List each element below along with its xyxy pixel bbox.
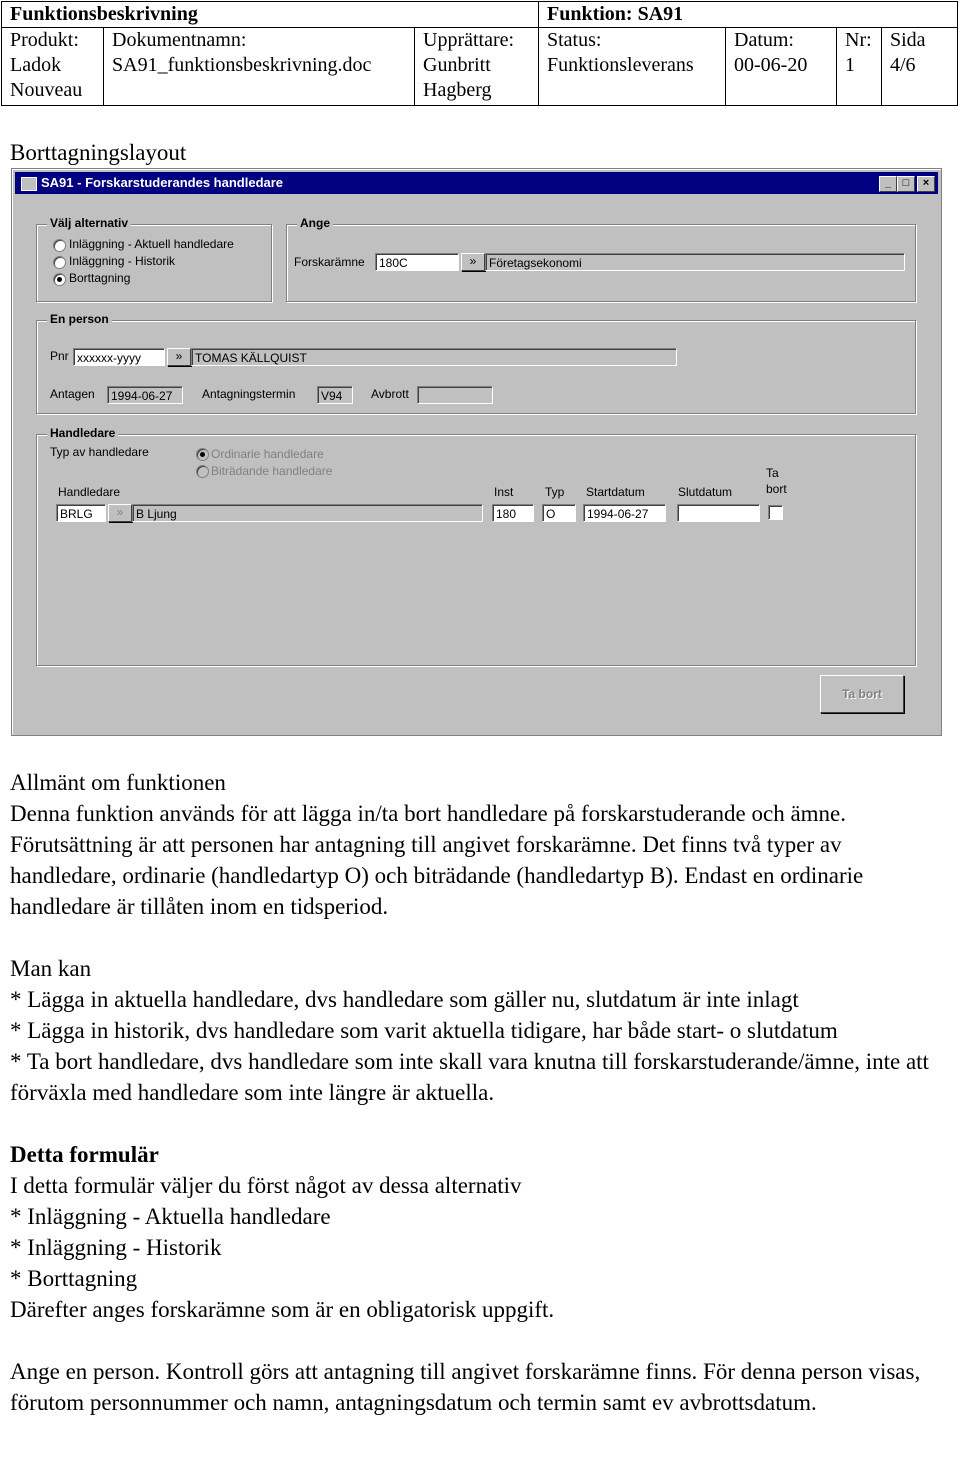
- paragraph-formular: I detta formulär väljer du först något av dessa alternativ: [10, 1173, 522, 1198]
- bullet-historik: * Lägga in historik, dvs handledare som varit aktuella tidigare, har både start- o slutdatum: [10, 1018, 838, 1043]
- header-sida: Sida 4/6: [882, 28, 958, 106]
- en-person-group: [36, 312, 916, 414]
- col-inst-header: Inst: [494, 485, 514, 499]
- forskaramne-code-input[interactable]: 180C: [375, 253, 459, 271]
- radio-label-inlaggning-historik: Inläggning - Historik: [69, 254, 176, 268]
- radio-label-bitradande: Biträdande handledare: [211, 464, 333, 478]
- forskaramne-lookup-button[interactable]: »: [461, 253, 485, 271]
- document-body: [10, 767, 950, 1418]
- paragraph-person: Ange en person. Kontroll görs att antagning till angivet forskarämne finns. För denna person visas, förutom personnummer och namn, antagningsdatum och termin samt ev avbrottsdatum.: [10, 1359, 921, 1415]
- header-left-title: Funktionsbeskrivning: [2, 2, 539, 28]
- paragraph-forskaramne: Därefter anges forskarämne som är en obligatorisk uppgift.: [10, 1297, 555, 1322]
- en-person-legend: En person: [47, 312, 112, 326]
- paragraph-allmant: Denna funktion används för att lägga in/ta bort handledare på forskarstuderande och ämne. Förutsättning är att personen har antagning till angivet forskarämne. Det finns två typer av handledare, ordinarie (handledartyp O) och biträdande (handledartyp B). Endast en ordinarie handledare är tillåten inom en tidsperiod.: [10, 801, 864, 919]
- handledare-lookup-button[interactable]: »: [108, 504, 132, 522]
- handledare-code-input[interactable]: BRLG: [56, 504, 106, 522]
- header-nr: Nr: 1: [837, 28, 882, 106]
- pnr-label: Pnr: [50, 349, 69, 363]
- bullet-ta-bort: * Ta bort handledare, dvs handledare som inte skall vara knutna till forskarstuderande/ämne, inte att förväxla med handledare som inte längre är aktuella.: [10, 1049, 929, 1105]
- avbrott-label: Avbrott: [371, 387, 409, 401]
- col-tabort-header: Ta bort: [766, 466, 787, 496]
- heading-allmant: Allmänt om funktionen: [10, 770, 226, 795]
- document-header: [1, 1, 958, 106]
- person-name-field: TOMAS KÄLLQUIST: [191, 348, 677, 366]
- col-typ-header: Typ: [545, 485, 565, 499]
- radio-inlaggning-aktuell[interactable]: [53, 239, 66, 252]
- header-dokumentnamn: Dokumentnamn: SA91_funktionsbeskrivning.doc: [104, 28, 415, 106]
- col-slutdatum-header: Slutdatum: [678, 485, 733, 499]
- radio-inlaggning-historik[interactable]: [53, 256, 66, 269]
- col-startdatum-header: Startdatum: [586, 485, 645, 499]
- app-window: [11, 168, 942, 736]
- antagen-field: 1994-06-27: [107, 386, 183, 404]
- antagningstermin-label: Antagningstermin: [202, 387, 296, 401]
- forskaramne-label: Forskarämne: [294, 255, 365, 269]
- slutdatum-input[interactable]: [677, 504, 760, 522]
- startdatum-input[interactable]: 1994-06-27: [583, 504, 666, 522]
- bullet-aktuella: * Lägga in aktuella handledare, dvs handledare som gäller nu, slutdatum är inte inlagt: [10, 987, 799, 1012]
- typ-av-handledare-label: Typ av handledare: [50, 445, 149, 459]
- col-handledare-header: Handledare: [58, 485, 121, 499]
- antagen-label: Antagen: [50, 387, 95, 401]
- avbrott-field: [417, 386, 493, 404]
- man-kan-label: Man kan: [10, 956, 92, 981]
- pnr-input[interactable]: xxxxxx-yyyy: [73, 348, 165, 366]
- handledare-legend: Handledare: [47, 426, 118, 440]
- ta-bort-checkbox[interactable]: [768, 505, 783, 520]
- typ-input[interactable]: O: [542, 504, 576, 522]
- radio-bitradande-handledare[interactable]: [196, 465, 209, 478]
- header-right-title: Funktion: SA91: [539, 2, 958, 28]
- alt-aktuella: * Inläggning - Aktuella handledare: [10, 1204, 331, 1229]
- radio-label-inlaggning-aktuell: Inläggning - Aktuell handledare: [69, 237, 234, 251]
- ange-legend: Ange: [297, 216, 333, 230]
- valj-alternativ-group: [36, 216, 272, 302]
- pnr-lookup-button[interactable]: »: [167, 348, 191, 366]
- window-titlebar: [15, 172, 938, 194]
- forskaramne-name-field: Företagsekonomi: [485, 253, 905, 271]
- handledare-name-field: B Ljung: [132, 504, 483, 522]
- maximize-button[interactable]: □: [897, 176, 915, 192]
- heading-detta-formular: Detta formulär: [10, 1142, 159, 1167]
- radio-label-borttagning: Borttagning: [69, 271, 131, 285]
- alt-historik: * Inläggning - Historik: [10, 1235, 222, 1260]
- ta-bort-button[interactable]: Ta bort: [820, 675, 904, 713]
- alt-borttagning: * Borttagning: [10, 1266, 138, 1291]
- antagningstermin-field: V94: [317, 386, 353, 404]
- header-produkt: Produkt: Ladok Nouveau: [2, 28, 104, 106]
- valj-alternativ-legend: Välj alternativ: [47, 216, 131, 230]
- header-datum: Datum: 00-06-20: [726, 28, 837, 106]
- handledare-group: [36, 426, 916, 666]
- radio-label-ordinarie: Ordinarie handledare: [211, 447, 324, 461]
- radio-ordinarie-handledare[interactable]: [196, 448, 209, 461]
- header-upprattare: Upprättare: Gunbritt Hagberg: [415, 28, 539, 106]
- close-button[interactable]: ×: [917, 176, 935, 192]
- window-title: SA91 - Forskarstuderandes handledare: [41, 175, 284, 190]
- inst-input[interactable]: 180: [492, 504, 534, 522]
- radio-borttagning[interactable]: [53, 273, 66, 286]
- app-icon: [21, 177, 37, 191]
- header-status: Status: Funktionsleverans: [539, 28, 726, 106]
- section-title: Borttagningslayout: [10, 140, 187, 165]
- minimize-button[interactable]: _: [879, 176, 897, 192]
- ange-group: [286, 216, 916, 302]
